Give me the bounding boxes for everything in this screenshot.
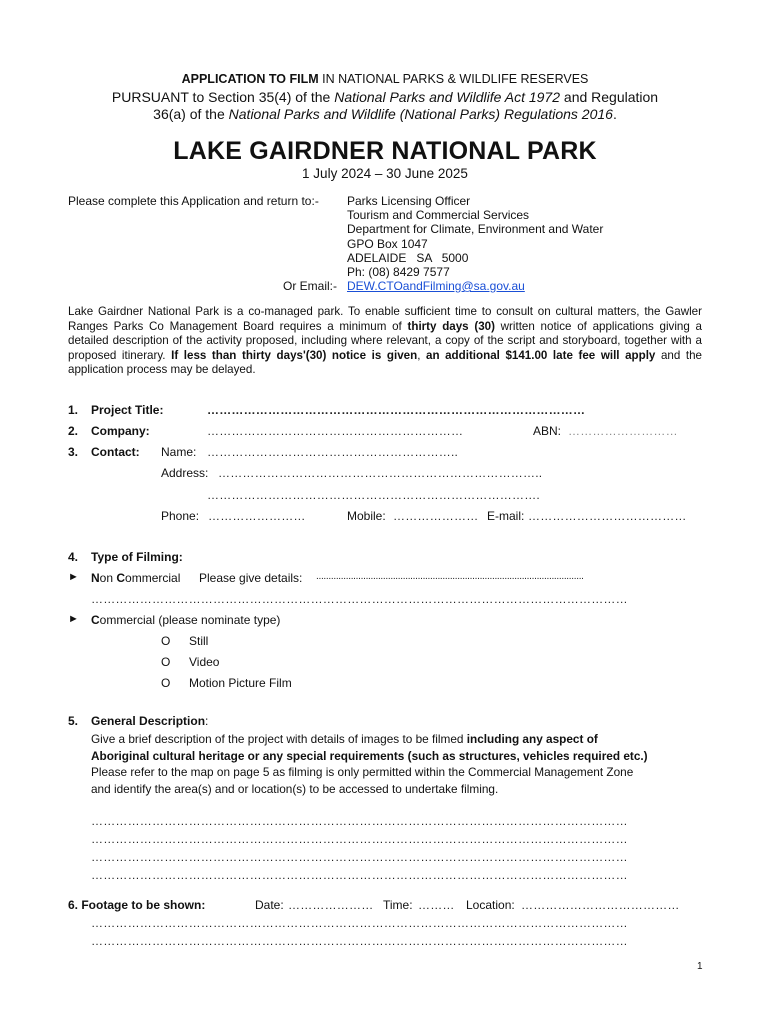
option-label: Motion Picture Film bbox=[189, 676, 292, 690]
date-label: Date: bbox=[255, 898, 284, 912]
mobile-field[interactable]: ………………… bbox=[393, 509, 479, 523]
description-field[interactable]: …………………………………………………………………………………………………………………… bbox=[91, 832, 628, 846]
address-field[interactable]: …………………………………………………………………….. bbox=[218, 466, 543, 480]
details-field[interactable]: ............................................................................................................ bbox=[316, 571, 584, 582]
option-label: Video bbox=[189, 655, 220, 669]
intro-bold: If less than thirty days'(30) notice is given bbox=[171, 348, 418, 362]
intro-text: Lake Gairdner National Park is a co-managed park. To enable sufficient time to consult on cultural matters, the Gawler Ranges Parks Co Management Board requires a minimum of bbox=[68, 305, 702, 333]
q4-label: Type of Filming: bbox=[91, 550, 183, 564]
heading-bold: APPLICATION TO FILM bbox=[181, 72, 319, 86]
q3-number: 3. bbox=[68, 445, 79, 459]
radio-circle-icon[interactable]: O bbox=[161, 655, 171, 669]
radio-circle-icon[interactable]: O bbox=[161, 634, 171, 648]
address-line: GPO Box 1047 bbox=[347, 236, 428, 251]
noncom-text: on bbox=[99, 571, 117, 585]
legislation-text: . bbox=[612, 106, 617, 122]
q4-number: 4. bbox=[68, 550, 79, 564]
address-line: Parks Licensing Officer bbox=[347, 194, 471, 208]
com-text: ommercial (please nominate type) bbox=[99, 613, 281, 627]
non-commercial-option[interactable] bbox=[91, 571, 180, 585]
q5-number: 5. bbox=[68, 714, 79, 728]
q5-label-text: General Description bbox=[91, 714, 206, 728]
option-video[interactable] bbox=[161, 655, 219, 669]
arrow-icon: ► bbox=[68, 571, 79, 583]
legislation-line-2 bbox=[0, 106, 770, 122]
time-label: Time: bbox=[383, 898, 413, 912]
intro-paragraph bbox=[68, 305, 702, 378]
com-initial: C bbox=[91, 613, 100, 627]
details-label: Please give details: bbox=[199, 571, 303, 585]
q5-colon: : bbox=[205, 714, 209, 728]
legislation-text: and Regulation bbox=[560, 89, 659, 105]
name-field[interactable]: …………………………………………………….. bbox=[207, 445, 459, 459]
return-address bbox=[347, 194, 603, 279]
intro-text: , bbox=[417, 348, 426, 362]
email-field-label: E-mail: bbox=[487, 509, 525, 523]
noncom-initial: C bbox=[116, 571, 126, 585]
date-range: 1 July 2024 – 30 June 2025 bbox=[302, 166, 468, 181]
q5-line: and identify the area(s) and or location(s) to be accessed to undertake filming. bbox=[91, 781, 499, 796]
address-line: Department for Climate, Environment and Water bbox=[347, 222, 604, 237]
q1-label: Project Title: bbox=[91, 403, 164, 417]
q1-number: 1. bbox=[68, 403, 79, 417]
intro-text: and the application process may be delayed. bbox=[68, 348, 702, 377]
footage-field[interactable]: …………………………………………………………………………………………………………………… bbox=[91, 934, 628, 948]
q5-bold: including any aspect of bbox=[466, 732, 598, 746]
q5-instructions bbox=[91, 731, 648, 797]
phone-field[interactable]: …………………… bbox=[208, 509, 306, 523]
address-line: Tourism and Commercial Services bbox=[347, 208, 530, 223]
location-label: Location: bbox=[466, 898, 515, 912]
description-field[interactable]: …………………………………………………………………………………………………………………… bbox=[91, 868, 628, 882]
intro-text: written notice of applications giving a detailed description of the activity proposed, including where relevant, a copy of the script and storyboard, together with a proposed itinerary. bbox=[68, 319, 702, 362]
q5-line bbox=[91, 731, 648, 748]
q5-text: Give a brief description of the project with details of images to be filmed bbox=[91, 732, 467, 746]
location-field[interactable]: ………………………………… bbox=[521, 898, 680, 912]
address-field-2[interactable]: ………………………………………………………………………. bbox=[207, 488, 540, 502]
regulation-name: National Parks and Wildlife (National Parks) Regulations 2016 bbox=[228, 106, 613, 122]
email-field[interactable]: ………………………………… bbox=[528, 509, 687, 523]
q5-line: Please refer to the map on page 5 as filming is only permitted within the Commercial Management Zone bbox=[91, 765, 634, 779]
radio-circle-icon[interactable]: O bbox=[161, 676, 171, 690]
email-link[interactable]: DEW.CTOandFilming@sa.gov.au bbox=[347, 279, 525, 293]
commercial-option[interactable] bbox=[91, 613, 280, 627]
option-motion-picture[interactable] bbox=[161, 676, 292, 690]
footage-field[interactable]: …………………………………………………………………………………………………………………… bbox=[91, 916, 628, 930]
address-line: Ph: (08) 8429 7577 bbox=[347, 265, 450, 280]
intro-bold: thirty days (30) bbox=[407, 319, 495, 333]
abn-field[interactable]: ……………………… bbox=[568, 424, 678, 438]
description-field[interactable]: …………………………………………………………………………………………………………………… bbox=[91, 814, 628, 828]
email-label: Or Email:- bbox=[283, 279, 337, 293]
intro-bold: an additional $141.00 late fee will apply bbox=[426, 348, 656, 362]
address-label: Address: bbox=[161, 466, 209, 480]
details-field-2[interactable]: …………………………………………………………………………………………………………………… bbox=[91, 592, 628, 606]
name-label: Name: bbox=[161, 445, 197, 459]
noncom-initial: N bbox=[91, 571, 100, 585]
mobile-label: Mobile: bbox=[347, 509, 386, 523]
legislation-text: PURSUANT to Section 35(4) of the bbox=[111, 89, 335, 105]
noncom-text: ommercial bbox=[125, 571, 181, 585]
heading-rest: IN NATIONAL PARKS & WILDLIFE RESERVES bbox=[318, 72, 589, 86]
time-field[interactable]: ……… bbox=[418, 898, 455, 912]
q3-label: Contact: bbox=[91, 445, 140, 459]
option-label: Still bbox=[189, 634, 209, 648]
date-field[interactable]: ………………… bbox=[288, 898, 374, 912]
arrow-icon: ► bbox=[68, 613, 79, 625]
option-still[interactable] bbox=[161, 634, 208, 648]
act-name: National Parks and Wildlife Act 1972 bbox=[334, 89, 561, 105]
return-label: Please complete this Application and return to:- bbox=[68, 194, 319, 208]
legislation-line-1 bbox=[0, 89, 770, 105]
abn-label: ABN: bbox=[533, 424, 562, 438]
page-number: 1 bbox=[697, 961, 703, 972]
q2-label: Company: bbox=[91, 424, 150, 438]
company-field[interactable]: ……………………………………………………… bbox=[207, 424, 464, 438]
park-title: LAKE GAIRDNER NATIONAL PARK bbox=[173, 137, 597, 165]
q5-label bbox=[91, 714, 208, 728]
q2-number: 2. bbox=[68, 424, 79, 438]
project-title-field[interactable]: ………………………………………………………………………………… bbox=[207, 403, 586, 417]
form-heading bbox=[0, 72, 770, 86]
q6-label: 6. Footage to be shown: bbox=[68, 898, 206, 912]
phone-label: Phone: bbox=[161, 509, 200, 523]
description-field[interactable]: …………………………………………………………………………………………………………………… bbox=[91, 850, 628, 864]
legislation-text: 36(a) of the bbox=[153, 106, 229, 122]
address-line: ADELAIDE SA 5000 bbox=[347, 250, 469, 265]
q5-line: Aboriginal cultural heritage or any special requirements (such as structures, vehicles required etc.) bbox=[91, 748, 648, 763]
